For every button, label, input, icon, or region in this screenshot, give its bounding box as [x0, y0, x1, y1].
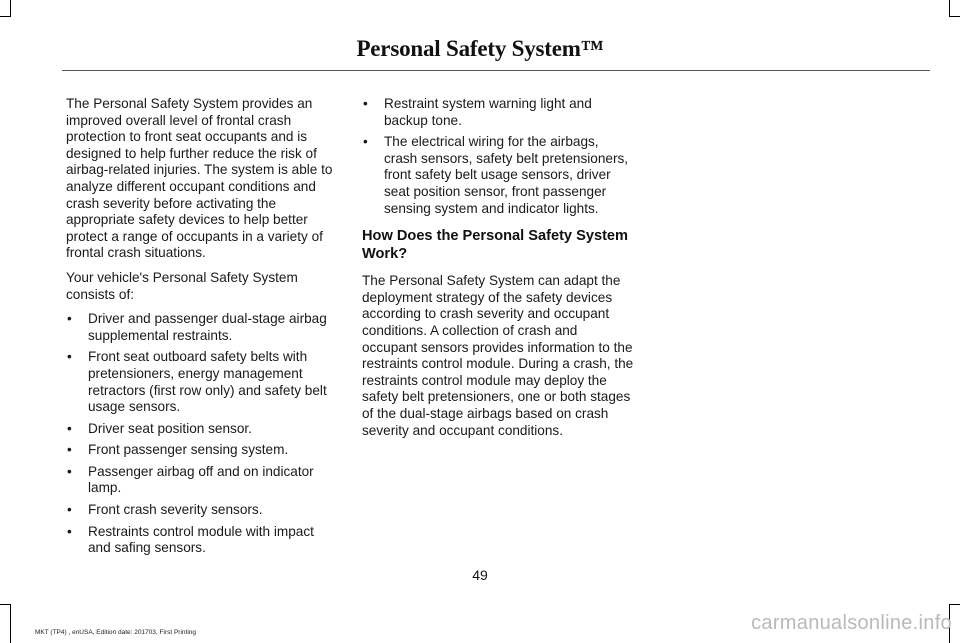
page-number: 49 [472, 567, 488, 583]
crop-mark [0, 16, 11, 17]
list-item: • Front passenger sensing system. [66, 442, 338, 459]
how-it-works-paragraph: The Personal Safety System can adapt the deployment strategy of the safety devices according to crash severity and occupant conditions. A collection of crash and occupant sensors provides information to the restraints control module. During a crash, the restraints control module may deploy the safety belt pretensioners, one or both stages of the dual-stage airbags based on crash severity and occupant conditions. [362, 273, 634, 438]
section-heading: How Does the Personal Safety System Work? [362, 228, 629, 263]
watermark: carmanualsonline.info [751, 612, 952, 634]
list-item: • Front crash severity sensors. [66, 502, 338, 519]
intro-paragraph: The Personal Safety System provides an improved overall level of frontal crash protection to front seat occupants and is designed to help further reduce the risk of airbag-related injuries. The system is able to analyze different occupant conditions and crash severity before activating the appropriate safety devices to help better protect a range of occupants in a variety of frontal crash situations. [66, 96, 333, 261]
crop-mark [949, 604, 960, 605]
list-item: • Front seat outboard safety belts with pretensioners, energy management retractors (first row only) and safety belt usage sensors. [66, 349, 338, 415]
edition-info: MKT (TP4) , enUSA, Edition date: 201703, First Printing [35, 629, 197, 636]
consists-paragraph: Your vehicle's Personal Safety System consists of: [66, 269, 298, 302]
left-column [66, 96, 338, 562]
list-item: • Driver seat position sensor. [66, 421, 338, 438]
header-rule [62, 70, 930, 71]
list-item: • Restraint system warning light and backup tone. [362, 96, 634, 129]
list-item: • The electrical wiring for the airbags, crash sensors, safety belt pretensioners, front safety belt usage sensors, driver seat position sensor, front passenger sensing system and indicator lights. [362, 134, 634, 217]
list-item: • Passenger airbag off and on indicator lamp. [66, 464, 338, 497]
page-title: Personal Safety System™ [356, 36, 604, 61]
crop-mark [949, 16, 960, 17]
list-item: • Driver and passenger dual-stage airbag supplemental restraints. [66, 311, 338, 344]
crop-mark [949, 0, 950, 16]
components-list [66, 311, 338, 557]
crop-mark [10, 604, 11, 643]
right-column [362, 96, 634, 447]
crop-mark [10, 0, 11, 16]
components-list-continued [362, 96, 634, 217]
list-item: • Restraints control module with impact and safing sensors. [66, 524, 338, 557]
crop-mark [0, 604, 11, 605]
